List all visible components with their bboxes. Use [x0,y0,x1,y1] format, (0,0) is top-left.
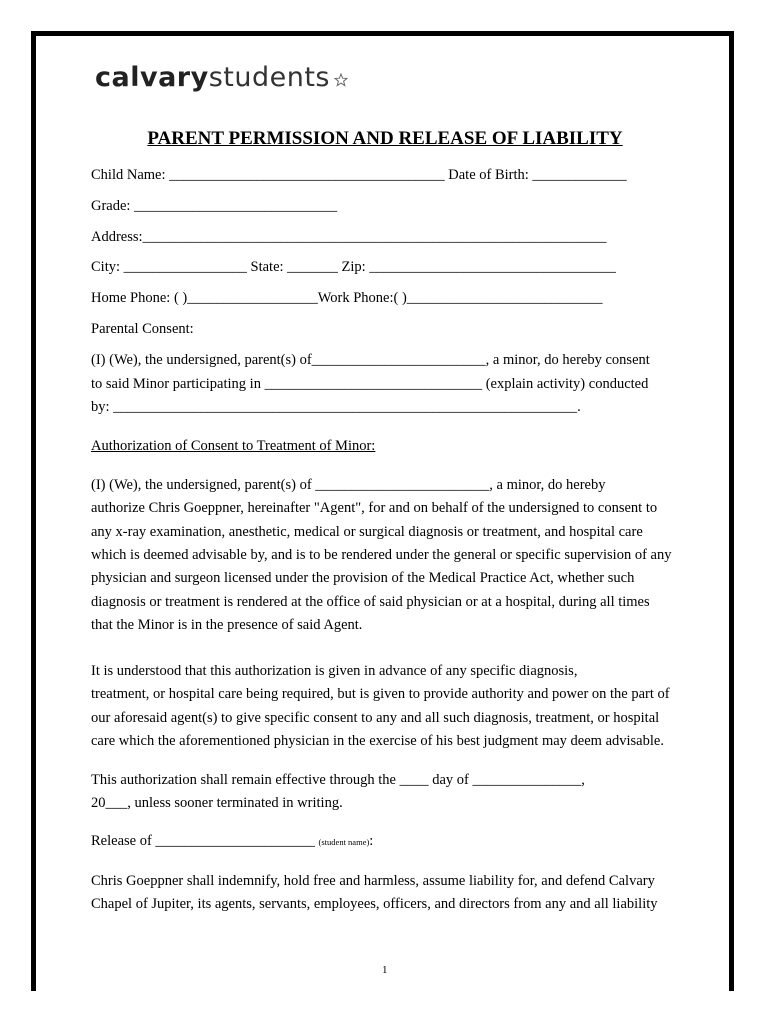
authorization-line: that the Minor is in the presence of said Agent. [91,617,363,633]
authorization-line: physician and surgeon licensed under the provision of the Medical Practice Act, whether such [91,570,635,586]
student-name-hint: (student name) [318,837,370,847]
understood-line: our aforesaid agent(s) to give specific consent to any and all such diagnosis, treatment, or hospital [91,710,660,726]
authorization-line: diagnosis or treatment is rendered at the office of said physician or at a hospital, during all times [91,594,650,610]
page-number: 1 [382,964,388,976]
star-icon [334,73,348,87]
phone-line: Home Phone: ( )__________________Work Phone:( )___________________________ [91,290,603,306]
grade-line: Grade: ____________________________ [91,198,338,214]
authorization-line: which is deemed advisable by, and is to be rendered under the general or specific supervision of any [91,547,672,563]
city-line: City: _________________ State: _______ Zip: __________________________________ [91,259,616,275]
release-label: Release of ______________________ [91,833,319,849]
calvary-students-logo [95,62,348,93]
child-name-line: Child Name: ______________________________________ Date of Birth: _____________ [91,167,627,183]
logo-light-text: students [208,62,330,93]
understood-line: treatment, or hospital care being required, but is given to provide authority and power on the part of [91,686,670,702]
authorization-line: authorize Chris Goeppner, hereinafter "Agent", for and on behalf of the undersigned to consent to [91,500,658,516]
release-colon: : [369,833,374,849]
authorization-line: any x-ray examination, anesthetic, medical or surgical diagnosis or treatment, and hospital care [91,524,643,540]
effective-line: This authorization shall remain effective through the ____ day of _______________, [91,772,585,788]
release-text-line: Chris Goeppner shall indemnify, hold free and harmless, assume liability for, and defend Calvary [91,873,655,889]
authorization-heading: Authorization of Consent to Treatment of Minor: [91,438,376,454]
effective-line: 20___, unless sooner terminated in writing. [91,795,343,811]
understood-line: care which the aforementioned physician in the exercise of his best judgment may deem advisable. [91,733,664,749]
address-line: Address:________________________________________________________________ [91,229,607,245]
document-title: PARENT PERMISSION AND RELEASE OF LIABILITY [147,128,623,149]
consent-heading: Parental Consent: [91,321,194,337]
consent-line: by: ________________________________________________________________. [91,399,581,415]
consent-line: to said Minor participating in ______________________________ (explain activity) conducted [91,376,649,392]
authorization-line: (I) (We), the undersigned, parent(s) of ________________________, a minor, do hereby [91,477,606,493]
release-line [91,833,373,850]
understood-line: It is understood that this authorization is given in advance of any specific diagnosis, [91,663,578,679]
logo-bold-text: calvary [95,62,209,93]
release-text-line: Chapel of Jupiter, its agents, servants, employees, officers, and directors from any and all liability [91,896,658,912]
consent-line: (I) (We), the undersigned, parent(s) of________________________, a minor, do hereby consent [91,352,650,368]
